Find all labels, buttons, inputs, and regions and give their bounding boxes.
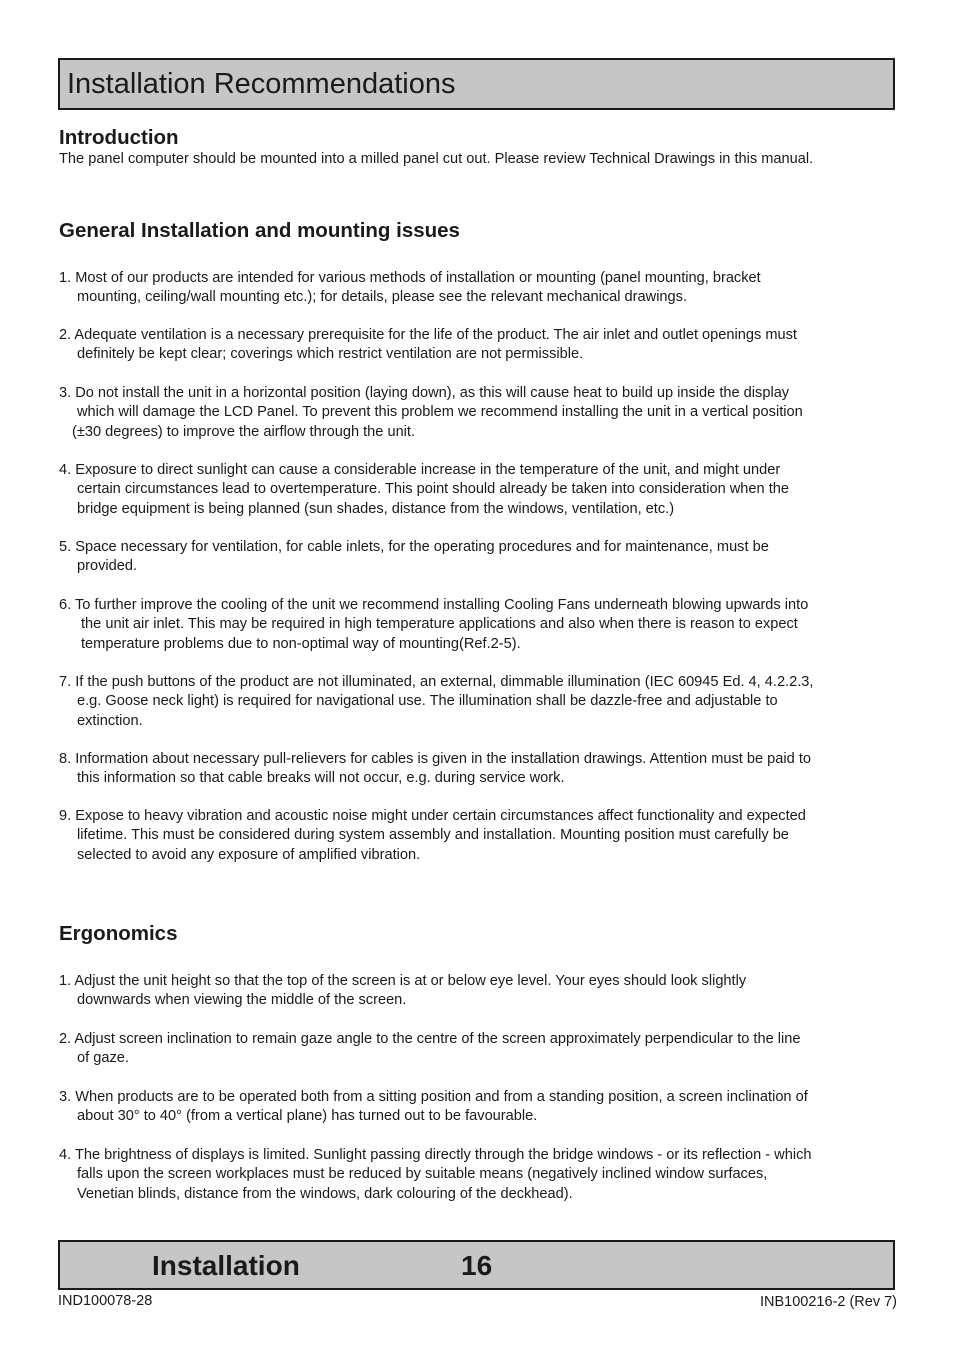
item-line: 2. Adjust screen inclination to remain gaze angle to the centre of the screen approximately perpendicular to the line — [59, 1031, 801, 1047]
item-line: provided. — [77, 558, 138, 575]
item-line: 8. Information about necessary pull-relievers for cables is given in the installation drawings. Attention must be paid to — [59, 751, 811, 767]
item-line: downwards when viewing the middle of the screen. — [77, 992, 407, 1009]
item-line: lifetime. This must be considered during system assembly and installation. Mounting position must carefully be — [77, 827, 789, 844]
item-line: this information so that cable breaks will not occur, e.g. during service work. — [77, 770, 565, 787]
item-line: 7. If the push buttons of the product are not illuminated, an external, dimmable illumination (IEC 60945 Ed. 4, 4.2.2.3, — [59, 674, 814, 690]
item-line: about 30° to 40° (from a vertical plane) has turned out to be favourable. — [77, 1108, 538, 1125]
general-item-1 — [59, 269, 899, 308]
document-id-right: INB100216-2 (Rev 7) — [759, 1294, 897, 1310]
item-line: selected to avoid any exposure of amplified vibration. — [77, 846, 421, 863]
item-line: which will damage the LCD Panel. To prevent this problem we recommend installing the unit in a vertical position — [77, 404, 803, 421]
ergonomics-item-3 — [59, 1088, 899, 1127]
document-id-left: IND100078-28 — [58, 1293, 153, 1309]
item-line: 3. Do not install the unit in a horizontal position (laying down), as this will cause heat to build up inside the display — [59, 385, 790, 401]
item-line: 1. Most of our products are intended for various methods of installation or mounting (panel mounting, bracket — [59, 270, 761, 286]
general-item-8 — [59, 750, 899, 789]
item-line: extinction. — [77, 712, 143, 729]
section-name: Installation — [152, 1250, 300, 1281]
general-item-6 — [59, 596, 899, 654]
general-item-5 — [59, 538, 899, 577]
general-item-2 — [59, 326, 899, 365]
introduction-text: The panel computer should be mounted into a milled panel cut out. Please review Technical Drawings in this manual. — [59, 151, 814, 167]
item-line: Venetian blinds, distance from the windows, dark colouring of the deckhead). — [77, 1185, 573, 1202]
item-line: 4. Exposure to direct sunlight can cause a considerable increase in the temperature of the unit, and might under — [59, 462, 781, 478]
footer-bar — [58, 1240, 895, 1290]
item-line: the unit air inlet. This may be required in high temperature applications and also when there is reason to expect — [81, 616, 798, 633]
title-bar — [58, 58, 895, 110]
general-heading: General Installation and mounting issues — [59, 219, 460, 242]
item-line: temperature problems due to non-optimal way of mounting(Ref.2-5). — [81, 635, 521, 652]
page-number: 16 — [461, 1250, 493, 1281]
ergonomics-item-2 — [59, 1030, 899, 1069]
item-line: 5. Space necessary for ventilation, for cable inlets, for the operating procedures and for maintenance, must be — [59, 539, 769, 555]
item-line: 6. To further improve the cooling of the unit we recommend installing Cooling Fans underneath blowing upwards into — [59, 597, 809, 613]
general-item-4 — [59, 461, 899, 519]
item-line: 2. Adequate ventilation is a necessary prerequisite for the life of the product. The air inlet and outlet openings must — [59, 327, 797, 343]
item-line: 3. When products are to be operated both from a sitting position and from a standing position, a screen inclination of — [59, 1089, 808, 1105]
item-line: (±30 degrees) to improve the airflow through the unit. — [72, 423, 416, 440]
item-line: bridge equipment is being planned (sun shades, distance from the windows, ventilation, etc.) — [77, 500, 675, 517]
item-line: of gaze. — [77, 1050, 129, 1067]
item-line: definitely be kept clear; coverings which restrict ventilation are not permissible. — [77, 346, 584, 363]
item-line: falls upon the screen workplaces must be reduced by suitable means (negatively inclined window surfaces, — [77, 1166, 768, 1183]
page-title: Installation Recommendations — [67, 68, 456, 100]
item-line: certain circumstances lead to overtemperature. This point should already be taken into consideration when the — [77, 481, 789, 498]
ergonomics-item-4 — [59, 1146, 899, 1204]
ergonomics-heading: Ergonomics — [59, 922, 178, 945]
introduction-heading: Introduction — [59, 126, 179, 149]
item-line: 4. The brightness of displays is limited. Sunlight passing directly through the bridge windows - or its reflection - which — [59, 1147, 812, 1163]
item-line: e.g. Goose neck light) is required for navigational use. The illumination shall be dazzle-free and adjustable to — [77, 693, 778, 710]
general-item-3 — [59, 384, 899, 442]
item-line: 1. Adjust the unit height so that the top of the screen is at or below eye level. Your eyes should look slightly — [59, 973, 747, 989]
item-line: mounting, ceiling/wall mounting etc.); for details, please see the relevant mechanical drawings. — [77, 289, 688, 306]
item-line: 9. Expose to heavy vibration and acoustic noise might under certain circumstances affect functionality and expected — [59, 808, 806, 824]
general-item-9 — [59, 807, 899, 865]
general-item-7 — [59, 673, 899, 731]
ergonomics-item-1 — [59, 972, 899, 1011]
